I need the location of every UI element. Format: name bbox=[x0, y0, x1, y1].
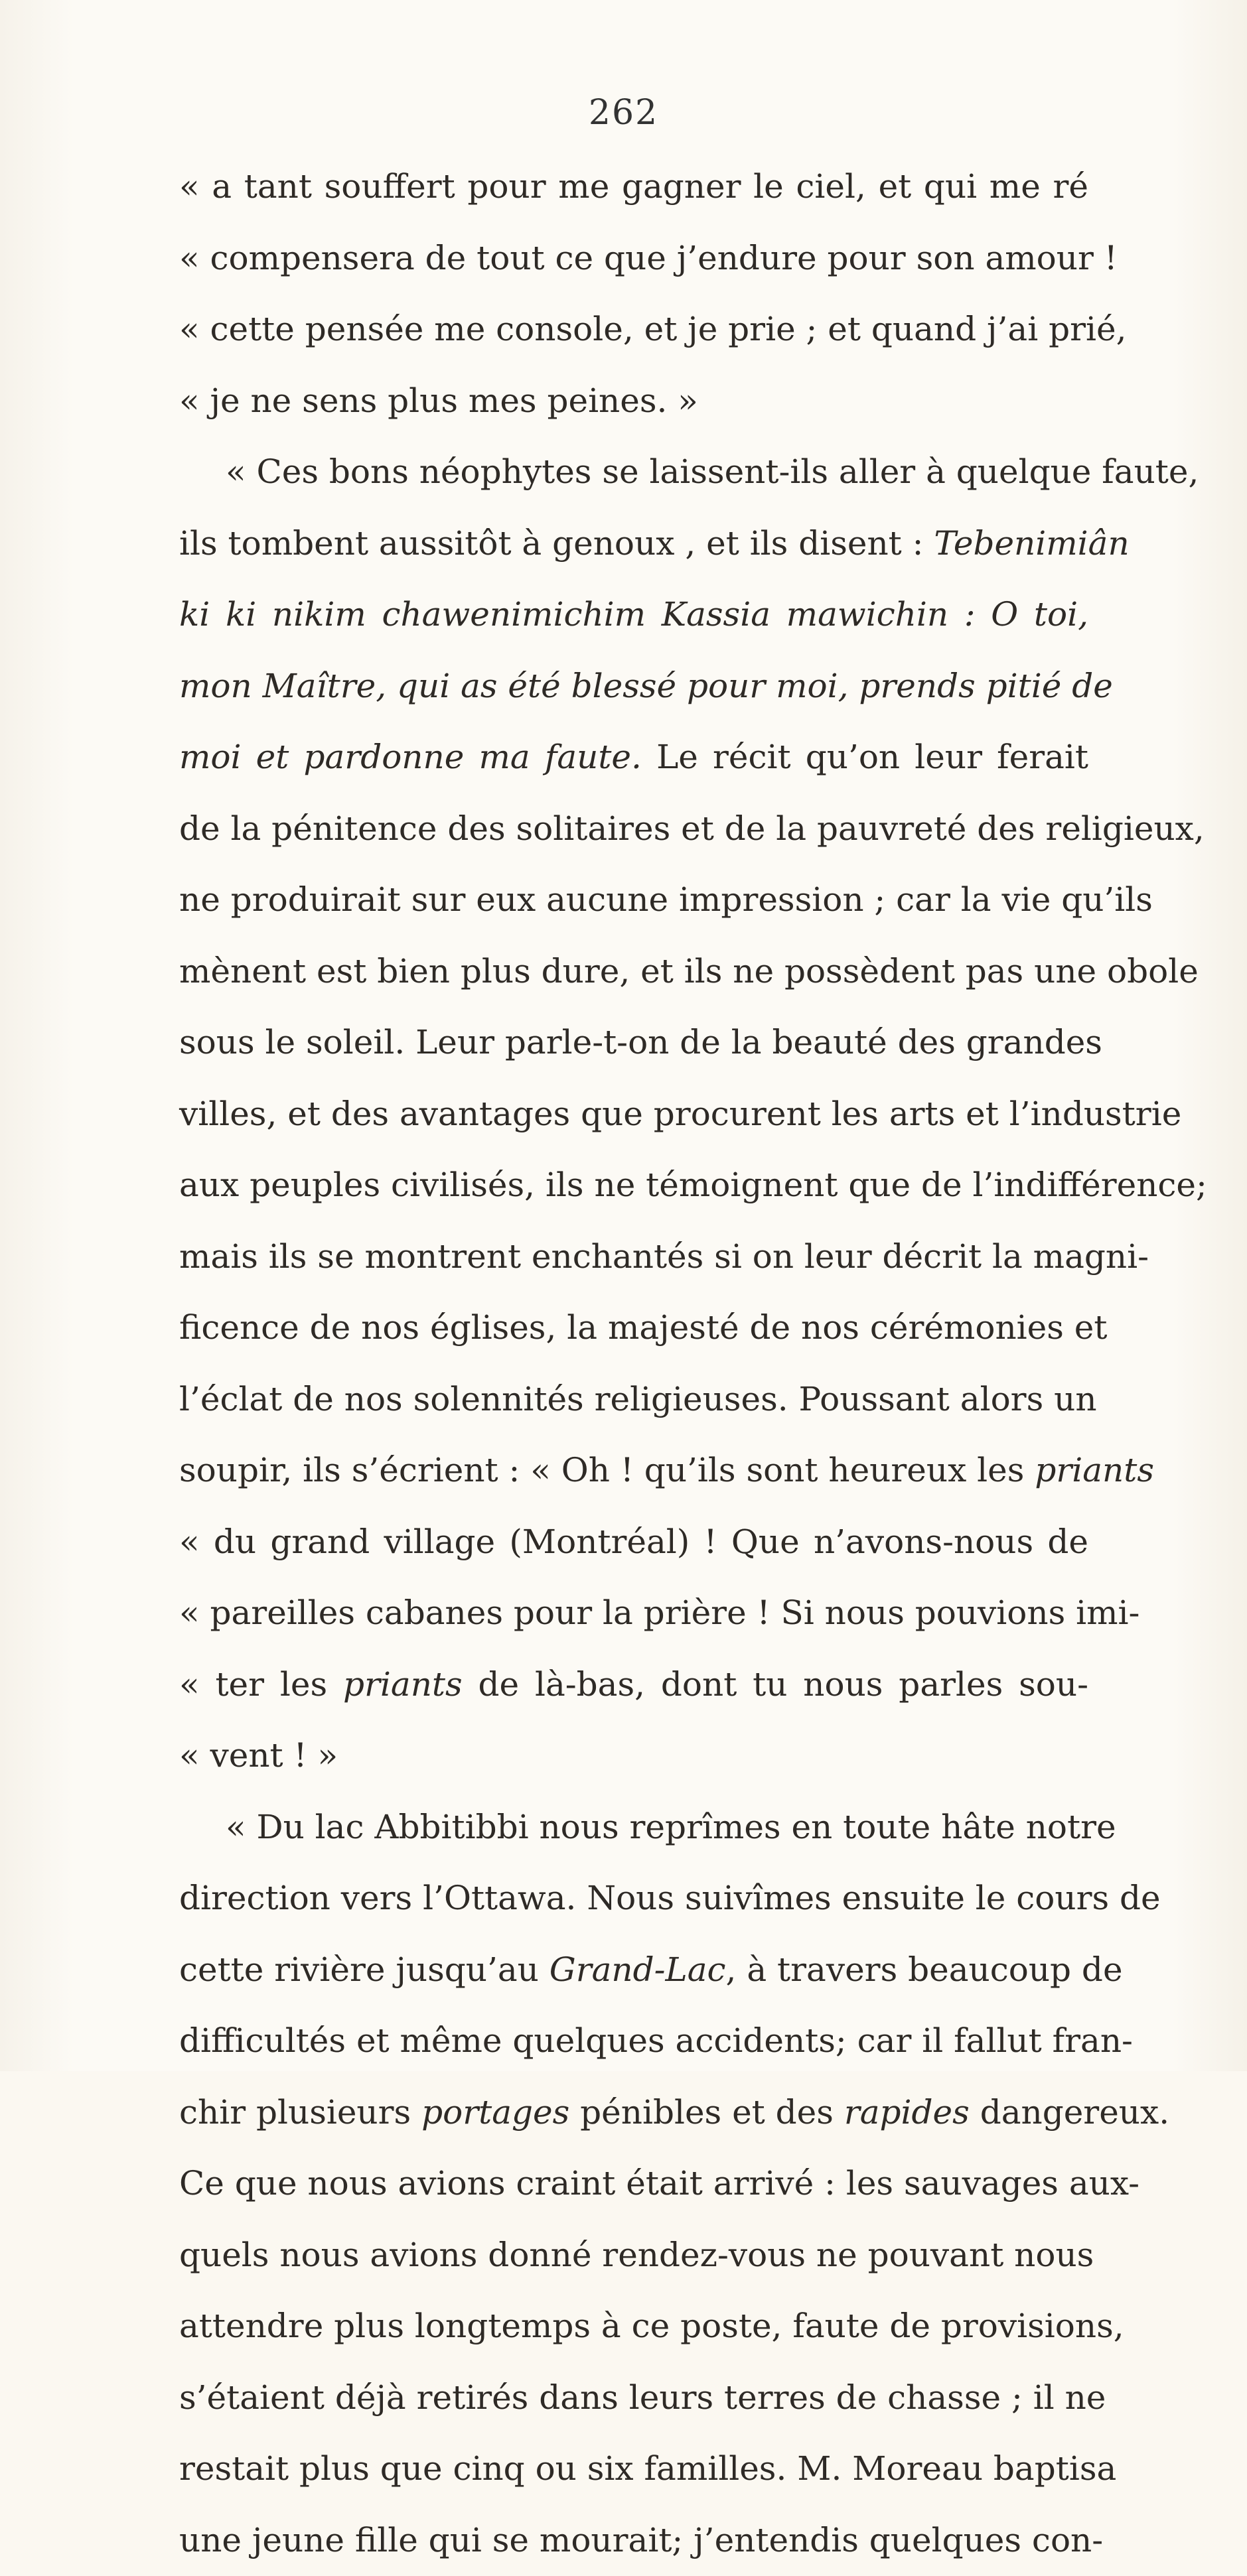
text-span: aux peuples civilisés, ils ne témoignent que de l’indifférence; bbox=[179, 1166, 1207, 1204]
text-line bbox=[179, 1792, 1088, 1864]
text-line bbox=[179, 1364, 1088, 1436]
text-line bbox=[179, 366, 1088, 437]
text-line bbox=[179, 508, 1088, 580]
italic-text: mon Maître, qui as été blessé pour moi, prends pitié de bbox=[179, 667, 1113, 705]
text-line bbox=[179, 151, 1088, 223]
text-span: « Du lac Abbitibbi nous reprîmes en toute hâte notre bbox=[226, 1808, 1116, 1846]
text-line bbox=[179, 2077, 1088, 2149]
text-span: « a tant souffert pour me gagner le ciel, et qui me ré bbox=[179, 167, 1088, 206]
text-span: s’étaient déjà retirés dans leurs terres de chasse ; il ne bbox=[179, 2378, 1106, 2417]
text-span: pénibles et des bbox=[569, 2093, 844, 2132]
text-line bbox=[179, 437, 1088, 508]
text-span: attendre plus longtemps à ce poste, faute de provisions, bbox=[179, 2307, 1124, 2345]
text-line bbox=[179, 1079, 1088, 1150]
text-span: cette rivière jusqu’au bbox=[179, 1950, 550, 1989]
text-span: difficultés et même quelques accidents; car il fallut fran- bbox=[179, 2021, 1133, 2060]
text-span: Ce que nous avions craint était arrivé : les sauvages aux- bbox=[179, 2164, 1139, 2203]
italic-text: priants bbox=[343, 1665, 463, 1704]
italic-text: rapides bbox=[844, 2093, 970, 2132]
italic-text: Tebenimiân bbox=[934, 524, 1129, 563]
text-line bbox=[179, 2005, 1088, 2077]
text-line bbox=[179, 2220, 1088, 2291]
text-line bbox=[179, 223, 1088, 295]
text-line bbox=[179, 1007, 1088, 1079]
text-line bbox=[179, 1435, 1088, 1507]
text-line bbox=[179, 2291, 1088, 2362]
text-span: villes, et des avantages que procurent les arts et l’industrie bbox=[179, 1095, 1181, 1133]
text-span: dangereux. bbox=[970, 2093, 1169, 2132]
text-line bbox=[179, 2148, 1088, 2220]
text-span: restait plus que cinq ou six familles. M. Moreau baptisa bbox=[179, 2449, 1116, 2488]
text-span: , à travers beaucoup de bbox=[726, 1950, 1123, 1989]
text-span: direction vers l’Ottawa. Nous suivîmes ensuite le cours de bbox=[179, 1879, 1161, 1917]
text-span: mènent est bien plus dure, et ils ne possèdent pas une obole bbox=[179, 952, 1199, 990]
text-line bbox=[179, 1649, 1088, 1721]
text-line bbox=[179, 2433, 1088, 2505]
text-line bbox=[179, 651, 1088, 722]
text-span: « compensera de tout ce que j’endure pour son amour ! bbox=[179, 239, 1118, 277]
text-span: ficence de nos églises, la majesté de nos cérémonies et bbox=[179, 1308, 1107, 1347]
text-span: « du grand village (Montréal) ! Que n’avons-nous de bbox=[179, 1523, 1088, 1561]
text-line bbox=[179, 2362, 1088, 2434]
text-span: « vent ! » bbox=[179, 1736, 338, 1775]
text-line bbox=[179, 936, 1088, 1008]
italic-text: priants bbox=[1035, 1451, 1154, 1489]
text-line bbox=[179, 294, 1088, 366]
italic-text: ki ki nikim chawenimichim Kassia mawichin : O toi, bbox=[179, 595, 1088, 634]
italic-text: Grand-Lac bbox=[550, 1950, 726, 1989]
text-span: « Ces bons néophytes se laissent-ils aller à quelque faute, bbox=[226, 452, 1199, 491]
text-line bbox=[179, 579, 1088, 651]
text-line bbox=[179, 722, 1088, 793]
text-span: Le récit qu’on leur ferait bbox=[642, 738, 1088, 776]
text-line bbox=[179, 1934, 1088, 2006]
text-span: de la pénitence des solitaires et de la pauvreté des religieux, bbox=[179, 809, 1205, 848]
text-span: « ter les bbox=[179, 1665, 343, 1704]
text-line bbox=[179, 1221, 1088, 1293]
text-line bbox=[179, 793, 1088, 865]
text-span: sous le soleil. Leur parle-t-on de la beauté des grandes bbox=[179, 1023, 1102, 1061]
text-line bbox=[179, 1720, 1088, 1792]
text-span: « je ne sens plus mes peines. » bbox=[179, 381, 698, 420]
text-line bbox=[179, 864, 1088, 936]
text-line bbox=[179, 2505, 1088, 2576]
text-line bbox=[179, 1507, 1088, 1578]
text-span: ils tombent aussitôt à genoux , et ils disent : bbox=[179, 524, 934, 563]
text-line bbox=[179, 1863, 1088, 1934]
text-span: « cette pensée me console, et je prie ; et quand j’ai prié, bbox=[179, 310, 1126, 348]
page-number: 262 bbox=[0, 93, 1247, 133]
text-span: ne produirait sur eux aucune impression ; car la vie qu’ils bbox=[179, 880, 1153, 919]
text-span: une jeune fille qui se mourait; j’entendis quelques con- bbox=[179, 2521, 1103, 2559]
text-span: « pareilles cabanes pour la prière ! Si nous pouvions imi- bbox=[179, 1593, 1139, 1632]
text-span: soupir, ils s’écrient : « Oh ! qu’ils sont heureux les bbox=[179, 1451, 1035, 1489]
italic-text: moi et pardonne ma faute. bbox=[179, 738, 642, 776]
body-text bbox=[179, 151, 1088, 2576]
text-span: de là-bas, dont tu nous parles sou- bbox=[463, 1665, 1088, 1704]
text-line bbox=[179, 1578, 1088, 1649]
text-span: mais ils se montrent enchantés si on leur décrit la magni- bbox=[179, 1237, 1149, 1276]
text-span: chir plusieurs bbox=[179, 2093, 421, 2132]
text-line bbox=[179, 1150, 1088, 1221]
text-line bbox=[179, 1292, 1088, 1364]
italic-text: portages bbox=[421, 2093, 569, 2132]
text-span: quels nous avions donné rendez-vous ne pouvant nous bbox=[179, 2236, 1094, 2274]
text-span: l’éclat de nos solennités religieuses. Poussant alors un bbox=[179, 1380, 1097, 1418]
